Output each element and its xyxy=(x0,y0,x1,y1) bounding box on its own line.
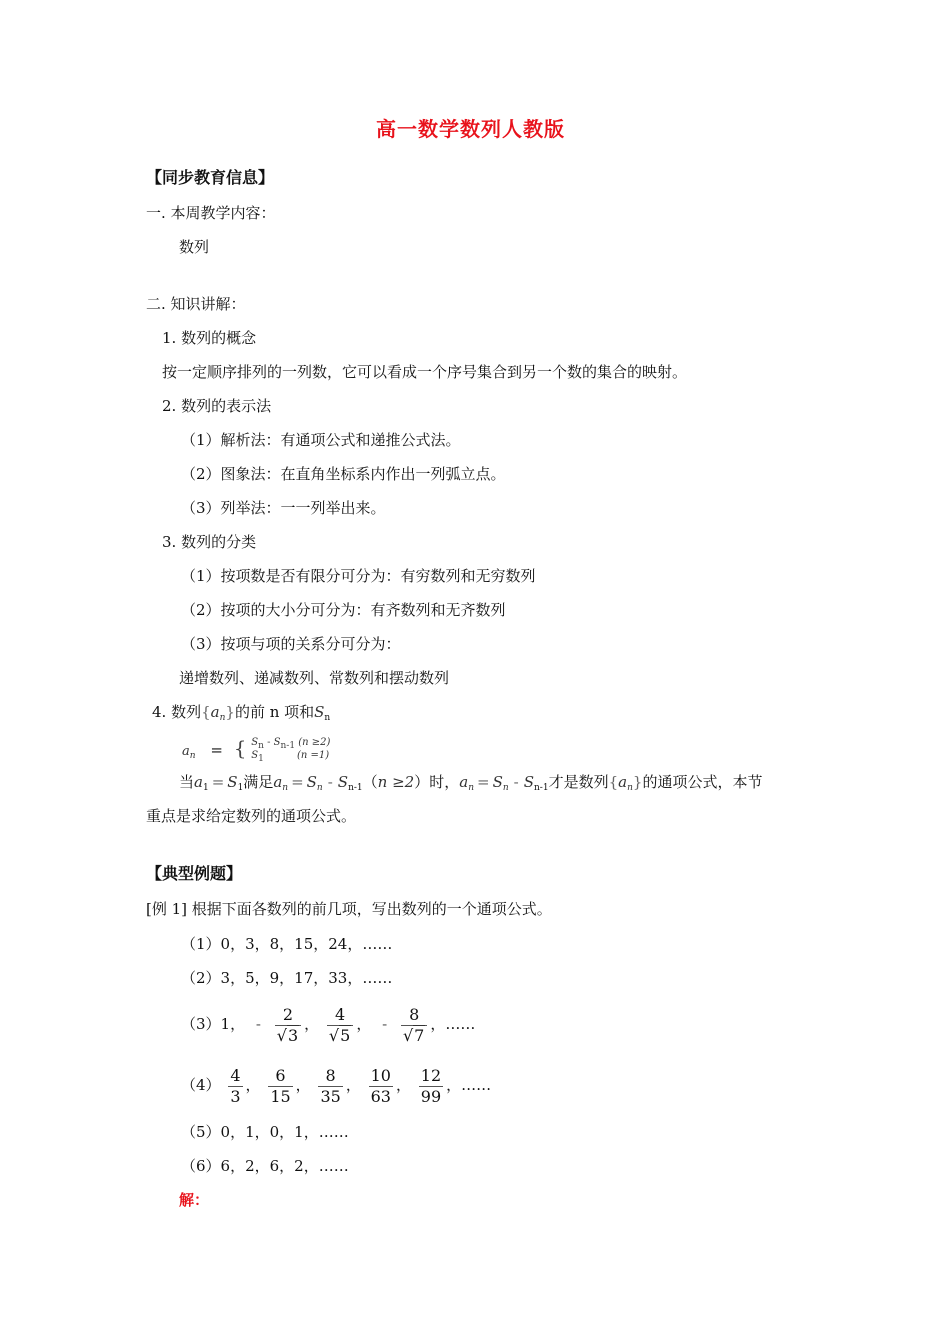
item1-text: 按一定顺序排列的一列数，它可以看成一个序号集合到另一个数的集合的映射。 xyxy=(162,363,688,381)
sequence-1: （1）0，3，8，15，24，…… xyxy=(181,935,393,953)
formula-note-line2: 重点是求给定数列的通项公式。 xyxy=(146,807,357,825)
section-heading-examples: 【典型例题】 xyxy=(146,864,243,883)
item3-sub-3: （3）按项与项的关系分可分为： xyxy=(181,635,401,653)
item2-sub-3: （3）列举法：一一列举出来。 xyxy=(181,499,386,517)
fraction: $\frac{2}{√3}$ xyxy=(275,1006,301,1045)
sequence-4: （4） $\frac{4}{3}$ ， $\frac{6}{15}$ ， $\frac{8}{35}$ ， $\frac{10}{63}$ ， $\frac{12}{99}$ ，…… xyxy=(181,1065,492,1106)
fraction: $\frac{12}{99}$ xyxy=(420,1065,442,1106)
formula-note-line1: 当$a_1 = S_1$满足$a_n = S_n - S_{n-1}(n \ge 2)$时，$a_n = S_n - S_{n-1}$才是数列$\{a_n\}$的通项公式，本节 xyxy=(179,773,763,793)
page-title: 高一数学数列人教版 xyxy=(376,117,565,141)
part1-content: 数列 xyxy=(179,238,210,256)
part2-heading: 二. 知识讲解： xyxy=(146,295,246,313)
answer-label: 解： xyxy=(179,1191,210,1209)
item4-line: 4. 数列$\{a_n\}$的前 n 项和$S_n$ xyxy=(152,703,331,723)
fraction: $\frac{6}{15}$ xyxy=(270,1065,291,1106)
piecewise-formula: $a_n$ = { Sn - Sn-1 (n ≥2) S1 (n =1) xyxy=(182,736,331,764)
item2-title: 2. 数列的表示法 xyxy=(162,397,272,415)
sequence-6: （6）6，2，6，2，…… xyxy=(181,1157,349,1175)
sequence-3: （3）1， - $\frac{2}{√3}$ ， $\frac{4}{√5}$ ， - $\frac{8}{√7}$ ，…… xyxy=(181,1004,476,1045)
section-heading-sync-info: 【同步教育信息】 xyxy=(146,168,275,187)
item3-sub-2: （2）按项的大小分可分为：有齐数列和无齐数列 xyxy=(181,601,506,619)
item2-sub-2: （2）图象法：在直角坐标系内作出一列弧立点。 xyxy=(181,465,506,483)
fraction: $\frac{8}{√7}$ xyxy=(401,1006,427,1045)
fraction: $\frac{4}{√5}$ xyxy=(327,1006,353,1045)
item3-sub-1: （1）按项数是否有限分可分为：有穷数列和无穷数列 xyxy=(181,567,536,585)
item2-sub-1: （1）解析法：有通项公式和递推公式法。 xyxy=(181,431,461,449)
item3-extra: 递增数列、递减数列、常数列和摆动数列 xyxy=(179,669,450,687)
item3-title: 3. 数列的分类 xyxy=(162,533,257,551)
part1-heading: 一. 本周教学内容： xyxy=(146,204,276,222)
fraction: $\frac{8}{35}$ xyxy=(320,1065,341,1106)
example1-prompt: [例 1] 根据下面各数列的前几项，写出数列的一个通项公式。 xyxy=(146,900,552,918)
sequence-5: （5）0，1，0，1，…… xyxy=(181,1123,349,1141)
sequence-2: （2）3，5，9，17，33，…… xyxy=(181,969,393,987)
fraction: $\frac{10}{63}$ xyxy=(370,1065,391,1106)
fraction: $\frac{4}{3}$ xyxy=(230,1065,241,1106)
item1-title: 1. 数列的概念 xyxy=(162,329,257,347)
